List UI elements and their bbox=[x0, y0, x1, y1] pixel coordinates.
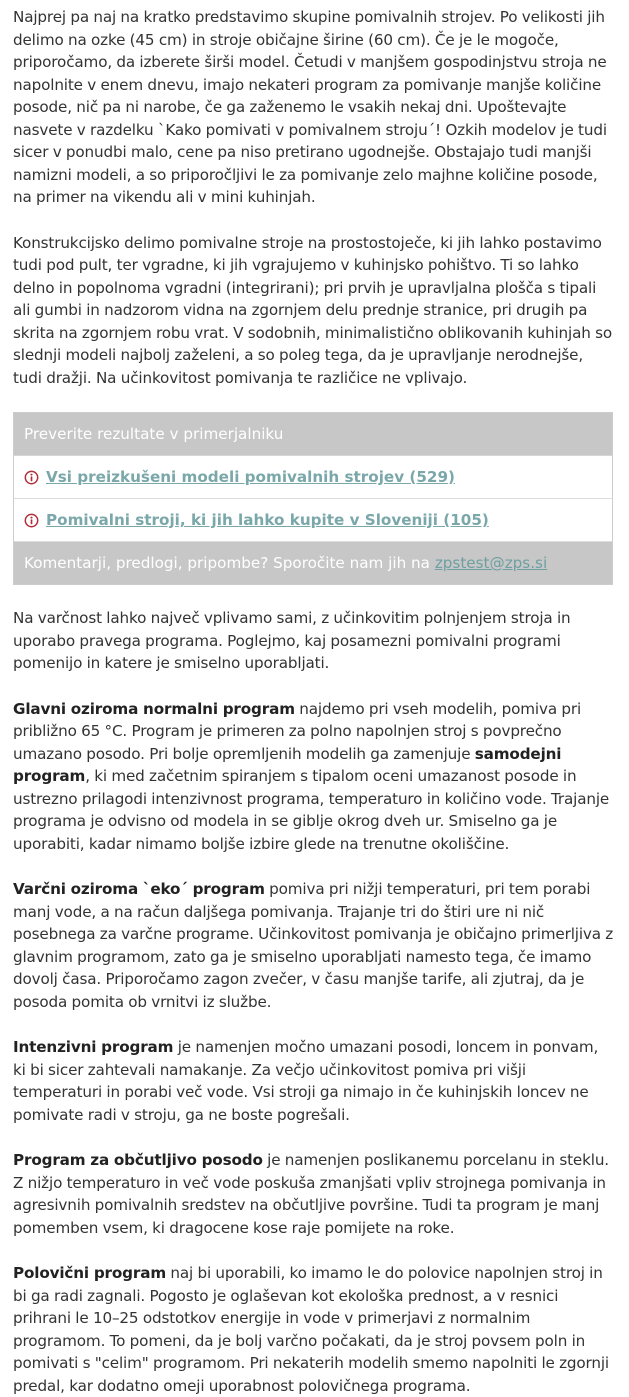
comparison-box-footer bbox=[14, 542, 612, 584]
all-tested-dishwashers-link[interactable]: Vsi preizkušeni modeli pomivalnih strojev (529) bbox=[46, 468, 455, 486]
paragraph-delicate-program bbox=[13, 1149, 614, 1239]
feedback-email-link[interactable]: zpstest@zps.si bbox=[434, 554, 548, 572]
term-delicate-program: Program za občutljivo posodo bbox=[13, 1151, 263, 1169]
paragraph-text: je namenjen močno umazani posodi, loncem in ponvam, ki bi sicer zahtevali namakanje. Za večjo učinkovitost pomiva pri višji temperaturi in porabi več vode. Vsi stroji ga nimajo in če kuhinjskih loncev ne pomivate radi v stroju, ga ne boste pogrešali. bbox=[13, 1038, 599, 1124]
comparison-link-row bbox=[14, 499, 612, 542]
feedback-text: Komentarji, predlogi, pripombe? Sporočite nam jih na bbox=[24, 554, 435, 572]
paragraph-text: naj bi uporabili, ko imamo le do polovice napolnjen stroj in bi ga radi zagnali. Pogosto je oglaševan kot ekološka prednost, a v resnici prihrani le 10–25 odstotkov energije in vode v primerjavi z normalnim programom. To pomeni, da je bolj varčno počakati, da je stroj povsem poln in pomivati s "celim" programom. Pri nekaterih modelih smemo napolniti le zgornji predal, kar dodatno omeji uporabnost polovičnega programa. bbox=[13, 1264, 609, 1395]
paragraph-text: pomiva pri nižji temperaturi, pri tem porabi manj vode, a na račun daljšega pomivanja. Trajanje tri do štiri ure ni nič posebnega za varčne programe. Učinkovitost pomivanja je običajno primerljiva z glavnim programom, zato ga je smiselno uporabljati namesto tega, če imamo dovolj časa. Priporočamo zagon zvečer, v času manjše tarife, ali zjutraj, da je posoda pomita ob vrnitvi iz službe. bbox=[13, 880, 614, 1011]
term-half-program: Polovični program bbox=[13, 1264, 166, 1282]
article bbox=[0, 6, 629, 1397]
paragraph-normal-program bbox=[13, 698, 614, 856]
info-icon bbox=[24, 513, 39, 528]
comparison-box-title: Preverite rezultate v primerjalniku bbox=[14, 413, 612, 456]
slovenia-dishwashers-link[interactable]: Pomivalni stroji, ki jih lahko kupite v Sloveniji (105) bbox=[46, 511, 489, 529]
paragraph-text: najdemo pri vseh modelih, pomiva pri približno 65 °C. Program je primeren za polno napolnjen stroj s povprečno umazano posodo. Pri bolje opremljenih modelih ga zamenjuje bbox=[13, 699, 582, 763]
term-intensive-program: Intenzivni program bbox=[13, 1038, 174, 1056]
term-eco-program: Varčni oziroma `eko´ program bbox=[13, 880, 265, 898]
intro-paragraph-construction: Konstrukcijsko delimo pomivalne stroje na prostostoječe, ki jih lahko postavimo tudi pod pult, ter vgradne, ki jih vgrajujemo v kuhinjsko pohištvo. Ti so lahko delno in popolnoma vgradni (integrirani); pri prvih je upravljalna plošča s tipali ali gumbi in nadzorom vidna na zgornjem delu prednje stranice, pri drugih pa skrita na zgornjem robu vrat. V sodobnih, minimalistično oblikovanih kuhinjah so slednji modeli najbolj zaželeni, a so poleg tega, da je upravljanje nerodnejše, tudi dražji. Na učinkovitost pomivanja te različice ne vplivajo. bbox=[13, 233, 612, 387]
paragraph-eco-program bbox=[13, 878, 614, 1013]
paragraph-intensive-program bbox=[13, 1036, 614, 1126]
paragraph-text: , ki med začetnim spiranjem s tipalom oceni umazanost posode in ustrezno prilagodi intenzivnost programa, temperaturo in količino vode. Trajanje programa je odvisno od modela in se giblje okrog dveh ur. Smiselno ga je uporabiti, kadar nimamo boljše izbire glede na trenutne okoliščine. bbox=[13, 767, 610, 853]
intro-paragraph-sizes: Najprej pa naj na kratko predstavimo skupine pomivalnih strojev. Po velikosti jih delimo na ozke (45 cm) in stroje običajne širine (60 cm). Če je le mogoče, priporočamo, da izberete širši model. Četudi v manjšem gospodinjstvu stroja ne napolnite v enem dnevu, imajo nekateri program za pomivanje manjše količine posode, nič pa ni narobe, če ga zaženemo le vsakih nekaj dni. Upoštevajte nasvete v razdelku `Kako pomivati v pomivalnem stroju´! Ozkih modelov je tudi sicer v ponudbi malo, cene pa niso pretirano ugodnejše. Obstajajo tudi manjši namizni modeli, a so priporočljivi le za pomivanje zelo majhne količine posode, na primer na vikendu ali v mini kuhinjah. bbox=[13, 8, 607, 206]
paragraph-half-program bbox=[13, 1262, 614, 1397]
comparison-link-row bbox=[14, 456, 612, 499]
paragraph-efficiency: Na varčnost lahko največ vplivamo sami, z učinkovitim polnjenjem stroja in uporabo pravega programa. Poglejmo, kaj posamezni pomivalni programi pomenijo in katere je smiselno uporabljati. bbox=[13, 609, 571, 672]
term-normal-program: Glavni oziroma normalni program bbox=[13, 699, 295, 718]
info-icon bbox=[24, 470, 39, 485]
comparison-box bbox=[13, 412, 613, 585]
term-automatic-program: samodejni program bbox=[13, 744, 562, 785]
paragraph-text: je namenjen poslikanemu porcelanu in steklu. Z nižjo temperaturo in več vode poskuša zmanjšati vpliv strojnega pomivanja in agresivnih pomivalnih sredstev na občutljive površine. Tudi ta program je manj pomemben vsem, ki dragocene kose raje pomijete na roke. bbox=[13, 1151, 609, 1237]
